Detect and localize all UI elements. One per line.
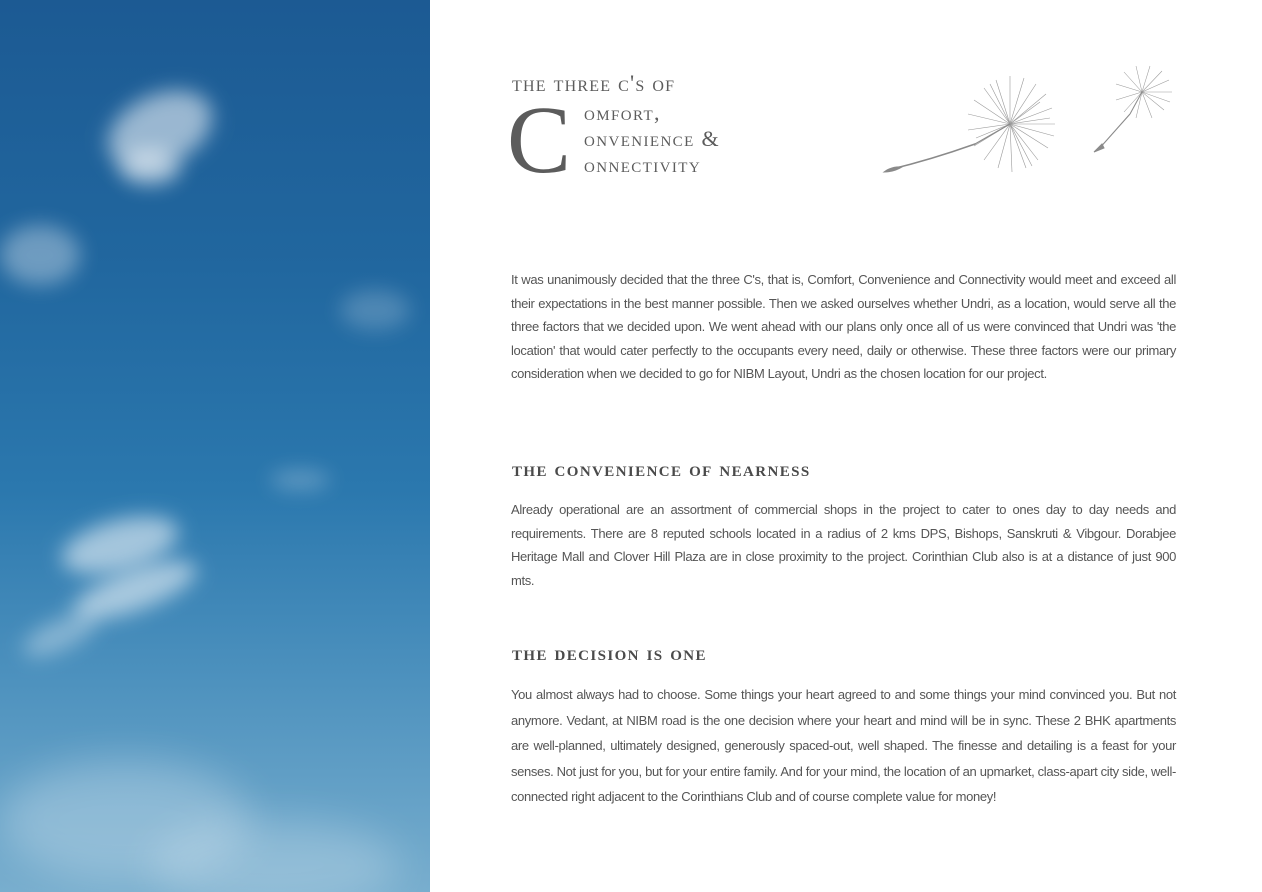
cloud: [17, 605, 102, 666]
cloud: [340, 290, 410, 330]
section-heading-decision: the decision is one: [512, 641, 707, 665]
dandelion-icon: [880, 62, 1180, 182]
title-line-1: the three c's of: [512, 71, 676, 96]
nearness-paragraph: Already operational are an assortment of commercial shops in the project to cater to ones day to day needs and requirements. There are 8 reputed schools located in a radius of 2 kms DPS, Bishops, Sanskruti & Vibgour. Dorabjee Heritage Mall and Clover Hill Plaza are in close proximity to the project. Corinthian Club also is at a distance of just 900 mts.: [511, 502, 1176, 588]
cloud: [0, 225, 80, 285]
section-heading-nearness: the convenience of nearness: [512, 457, 811, 481]
title-big-letter: C: [507, 86, 572, 193]
title-word-convenience: onvenience &: [584, 126, 721, 151]
decision-paragraph: You almost always had to choose. Some things your heart agreed to and some things your mind convinced you. But not anymore. Vedant, at NIBM road is the one decision where your heart and mind will be in sync. These 2 BHK apartments are well-planned, ultimately designed, generously spaced-out, well shaped. The finesse and detailing is a feast for your senses. Not just for you, but for your entire family. And for your mind, the location of an upmarket, class-apart city side, well-connected right adjacent to the Corinthians Club and of course complete value for money!: [511, 687, 1176, 804]
title-word-comfort: omfort,: [584, 100, 661, 125]
title-words: [584, 100, 720, 178]
sky-photo: [0, 0, 430, 892]
page-title: [507, 70, 721, 193]
intro-paragraph: It was unanimously decided that the three C's, that is, Comfort, Convenience and Connectivity would meet and exceed all their expectations in the best manner possible. Then we asked ourselves whether Undri, as a location, would serve all the three factors that we decided upon. We went ahead with our plans only once all of us were convinced that Undri was 'the location' that would cater perfectly to the occupants every need, daily or otherwise. These three factors were our primary consideration when we decided to go for NIBM Layout, Undri as the chosen location for our project.: [511, 272, 1176, 381]
title-word-connectivity: onnectivity: [584, 152, 702, 177]
cloud: [270, 470, 330, 490]
cloud: [120, 150, 180, 185]
